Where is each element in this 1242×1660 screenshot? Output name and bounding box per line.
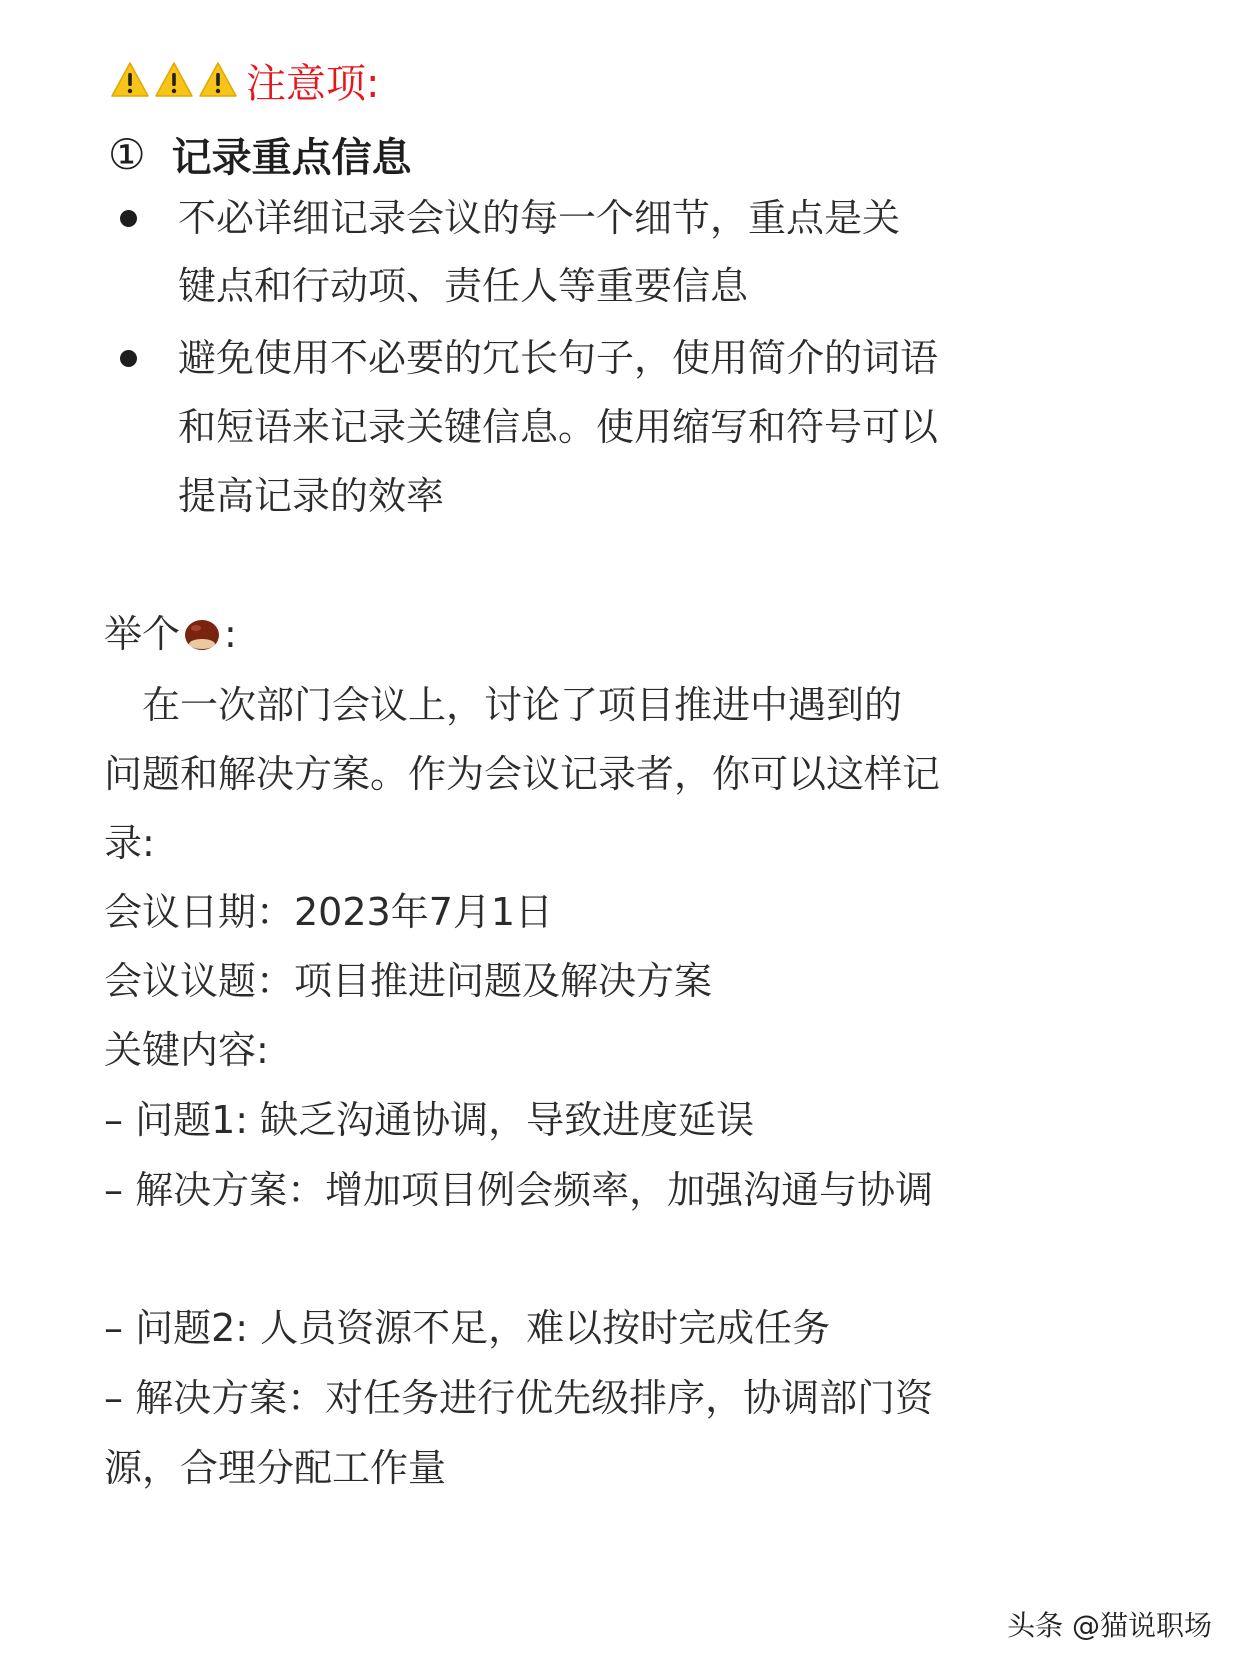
bullet-2-line-1: 避免使用不必要的冗长句子，使用简介的词语	[178, 336, 939, 380]
meeting-topic: 会议议题：项目推进问题及解决方案	[104, 959, 713, 1003]
meeting-date: 会议日期：2023年7月1日	[104, 890, 554, 934]
bullet-1-line-1: 不必详细记录会议的每一个细节，重点是关	[178, 196, 901, 240]
bullet-2-line-3: 提高记录的效率	[178, 474, 445, 518]
bullet-2-line-2: 和短语来记录关键信息。使用缩写和符号可以	[178, 405, 939, 449]
bullet-1-line-2: 键点和行动项、责任人等重要信息	[178, 264, 749, 308]
warning-triangle-icon	[110, 60, 150, 100]
key-content-item-1: – 问题1: 缺乏沟通协调，导致进度延误	[104, 1098, 755, 1142]
key-content-item-3: – 问题2: 人员资源不足，难以按时完成任务	[104, 1306, 831, 1350]
bullet-dot	[120, 210, 137, 227]
warning-heading	[110, 50, 379, 110]
example-label-suffix: :	[224, 612, 237, 656]
watermark: 头条 @猫说职场	[1007, 1609, 1212, 1642]
example-label-prefix: 举个	[104, 612, 181, 656]
example-intro-line-1: 在一次部门会议上，讨论了项目推进中遇到的	[104, 683, 903, 727]
section-title-text: 记录重点信息	[171, 134, 412, 181]
example-label	[104, 606, 237, 662]
key-content-item-4: – 解决方案：对任务进行优先级排序，协调部门资	[104, 1376, 934, 1420]
chestnut-icon	[182, 613, 222, 653]
section-number: ①	[108, 129, 146, 179]
key-content-item-2: – 解决方案：增加项目例会频率，加强沟通与协调	[104, 1168, 934, 1212]
key-content-item-4-cont: 源，合理分配工作量	[104, 1446, 447, 1490]
bullet-dot	[120, 350, 137, 367]
example-intro-line-3: 录:	[104, 821, 155, 865]
example-intro-line-2: 问题和解决方案。作为会议记录者，你可以这样记	[104, 752, 941, 796]
warning-triangle-icon	[154, 60, 194, 100]
key-content-label: 关键内容:	[104, 1028, 269, 1072]
warning-heading-label: 注意项:	[246, 60, 380, 107]
section-title	[108, 122, 412, 186]
warning-triangle-icon	[198, 60, 238, 100]
